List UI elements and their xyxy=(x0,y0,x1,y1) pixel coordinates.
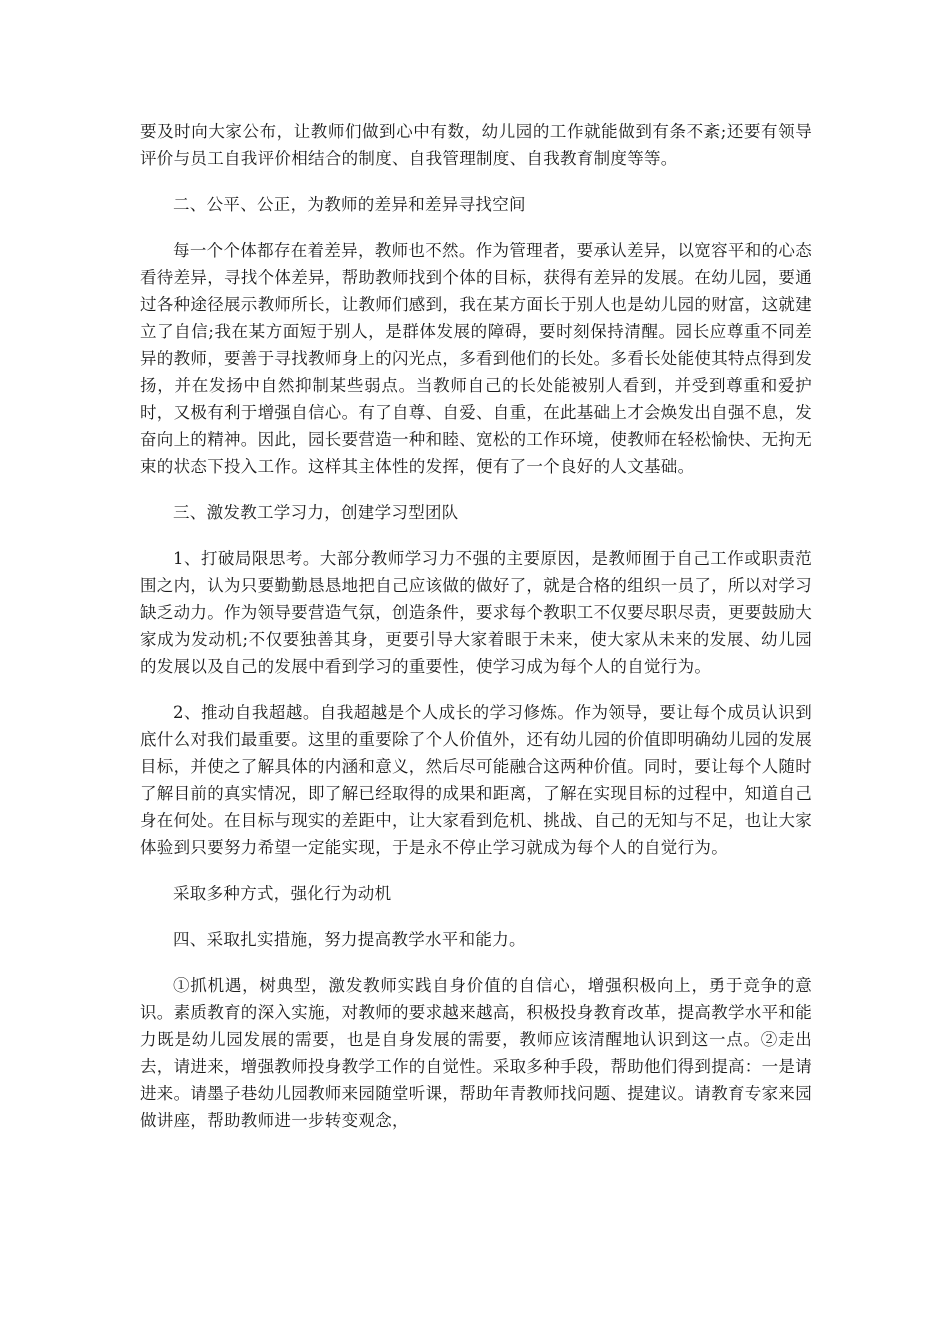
section-heading-2: 二、公平、公正，为教师的差异和差异寻找空间 xyxy=(173,195,526,214)
section-heading-3: 三、激发教工学习力，创建学习型团队 xyxy=(173,503,459,522)
document-page xyxy=(140,118,812,1134)
section-heading-4: 四、采取扎实措施，努力提高教学水平和能力。 xyxy=(173,930,526,949)
paragraph-break-limits: 1、打破局限思考。大部分教师学习力不强的主要原因，是教师囿于自己工作或职责范围之内，认为只要勤勤恳恳地把自己应该做的做好了，就是合格的组织一员了，所以对学习缺乏动力。作为领导要营造气氛，创造条件，要求每个教职工不仅要尽职尽责，更要鼓励大家成为发动机;不仅要独善其身，更要引导大家着眼于未来，使大家从未来的发展、幼儿园的发展以及自己的发展中看到学习的重要性，使学习成为每个人的自觉行为。 xyxy=(140,549,812,676)
paragraph-measures: ①抓机遇，树典型，激发教师实践自身价值的自信心，增强积极向上，勇于竞争的意识。素质教育的深入实施，对教师的要求越来越高，积极投身教育改革，提高教学水平和能力既是幼儿园发展的需要，也是自身发展的需要，教师应该清醒地认识到这一点。②走出去，请进来，增强教师投身教学工作的自觉性。采取多种手段，帮助他们得到提高：一是请进来。请墨子巷幼儿园教师来园随堂听课，帮助年青教师找问题、提建议。请教育专家来园做讲座，帮助教师进一步转变观念， xyxy=(140,976,812,1130)
subheading-motivation: 采取多种方式，强化行为动机 xyxy=(173,884,392,903)
paragraph-differences: 每一个个体都存在着差异，教师也不然。作为管理者，要承认差异，以宽容平和的心态看待差异，寻找个体差异，帮助教师找到个体的目标，获得有差异的发展。在幼儿园，要通过各种途径展示教师所长，让教师们感到，我在某方面长于别人也是幼儿园的财富，这就建立了自信;我在某方面短于别人，是群体发展的障碍，要时刻保持清醒。园长应尊重不同差异的教师，要善于寻找教师身上的闪光点，多看到他们的长处。多看长处能使其特点得到发扬，并在发扬中自然抑制某些弱点。当教师自己的长处能被别人看到，并受到尊重和爱护时，又极有利于增强自信心。有了自尊、自爱、自重，在此基础上才会焕发出自强不息，发奋向上的精神。因此，园长要营造一种和睦、宽松的工作环境，使教师在轻松愉快、无拘无束的状态下投入工作。这样其主体性的发挥，便有了一个良好的人文基础。 xyxy=(140,241,812,476)
paragraph-self-transcendence: 2、推动自我超越。自我超越是个人成长的学习修炼。作为领导，要让每个成员认识到底什么对我们最重要。这里的重要除了个人价值外，还有幼儿园的价值即明确幼儿园的发展目标，并使之了解具体的内涵和意义，然后尽可能融合这两种价值。同时，要让每个人随时了解目前的真实情况，即了解已经取得的成果和距离，了解在实现目标的过程中，知道自己身在何处。在目标与现实的差距中，让大家看到危机、挑战、自己的无知与不足，也让大家体验到只要努力希望一定能实现，于是永不停止学习就成为每个人的自觉行为。 xyxy=(140,703,812,857)
paragraph-continuation: 要及时向大家公布，让教师们做到心中有数，幼儿园的工作就能做到有条不紊;还要有领导评价与员工自我评价相结合的制度、自我管理制度、自我教育制度等等。 xyxy=(140,122,812,168)
